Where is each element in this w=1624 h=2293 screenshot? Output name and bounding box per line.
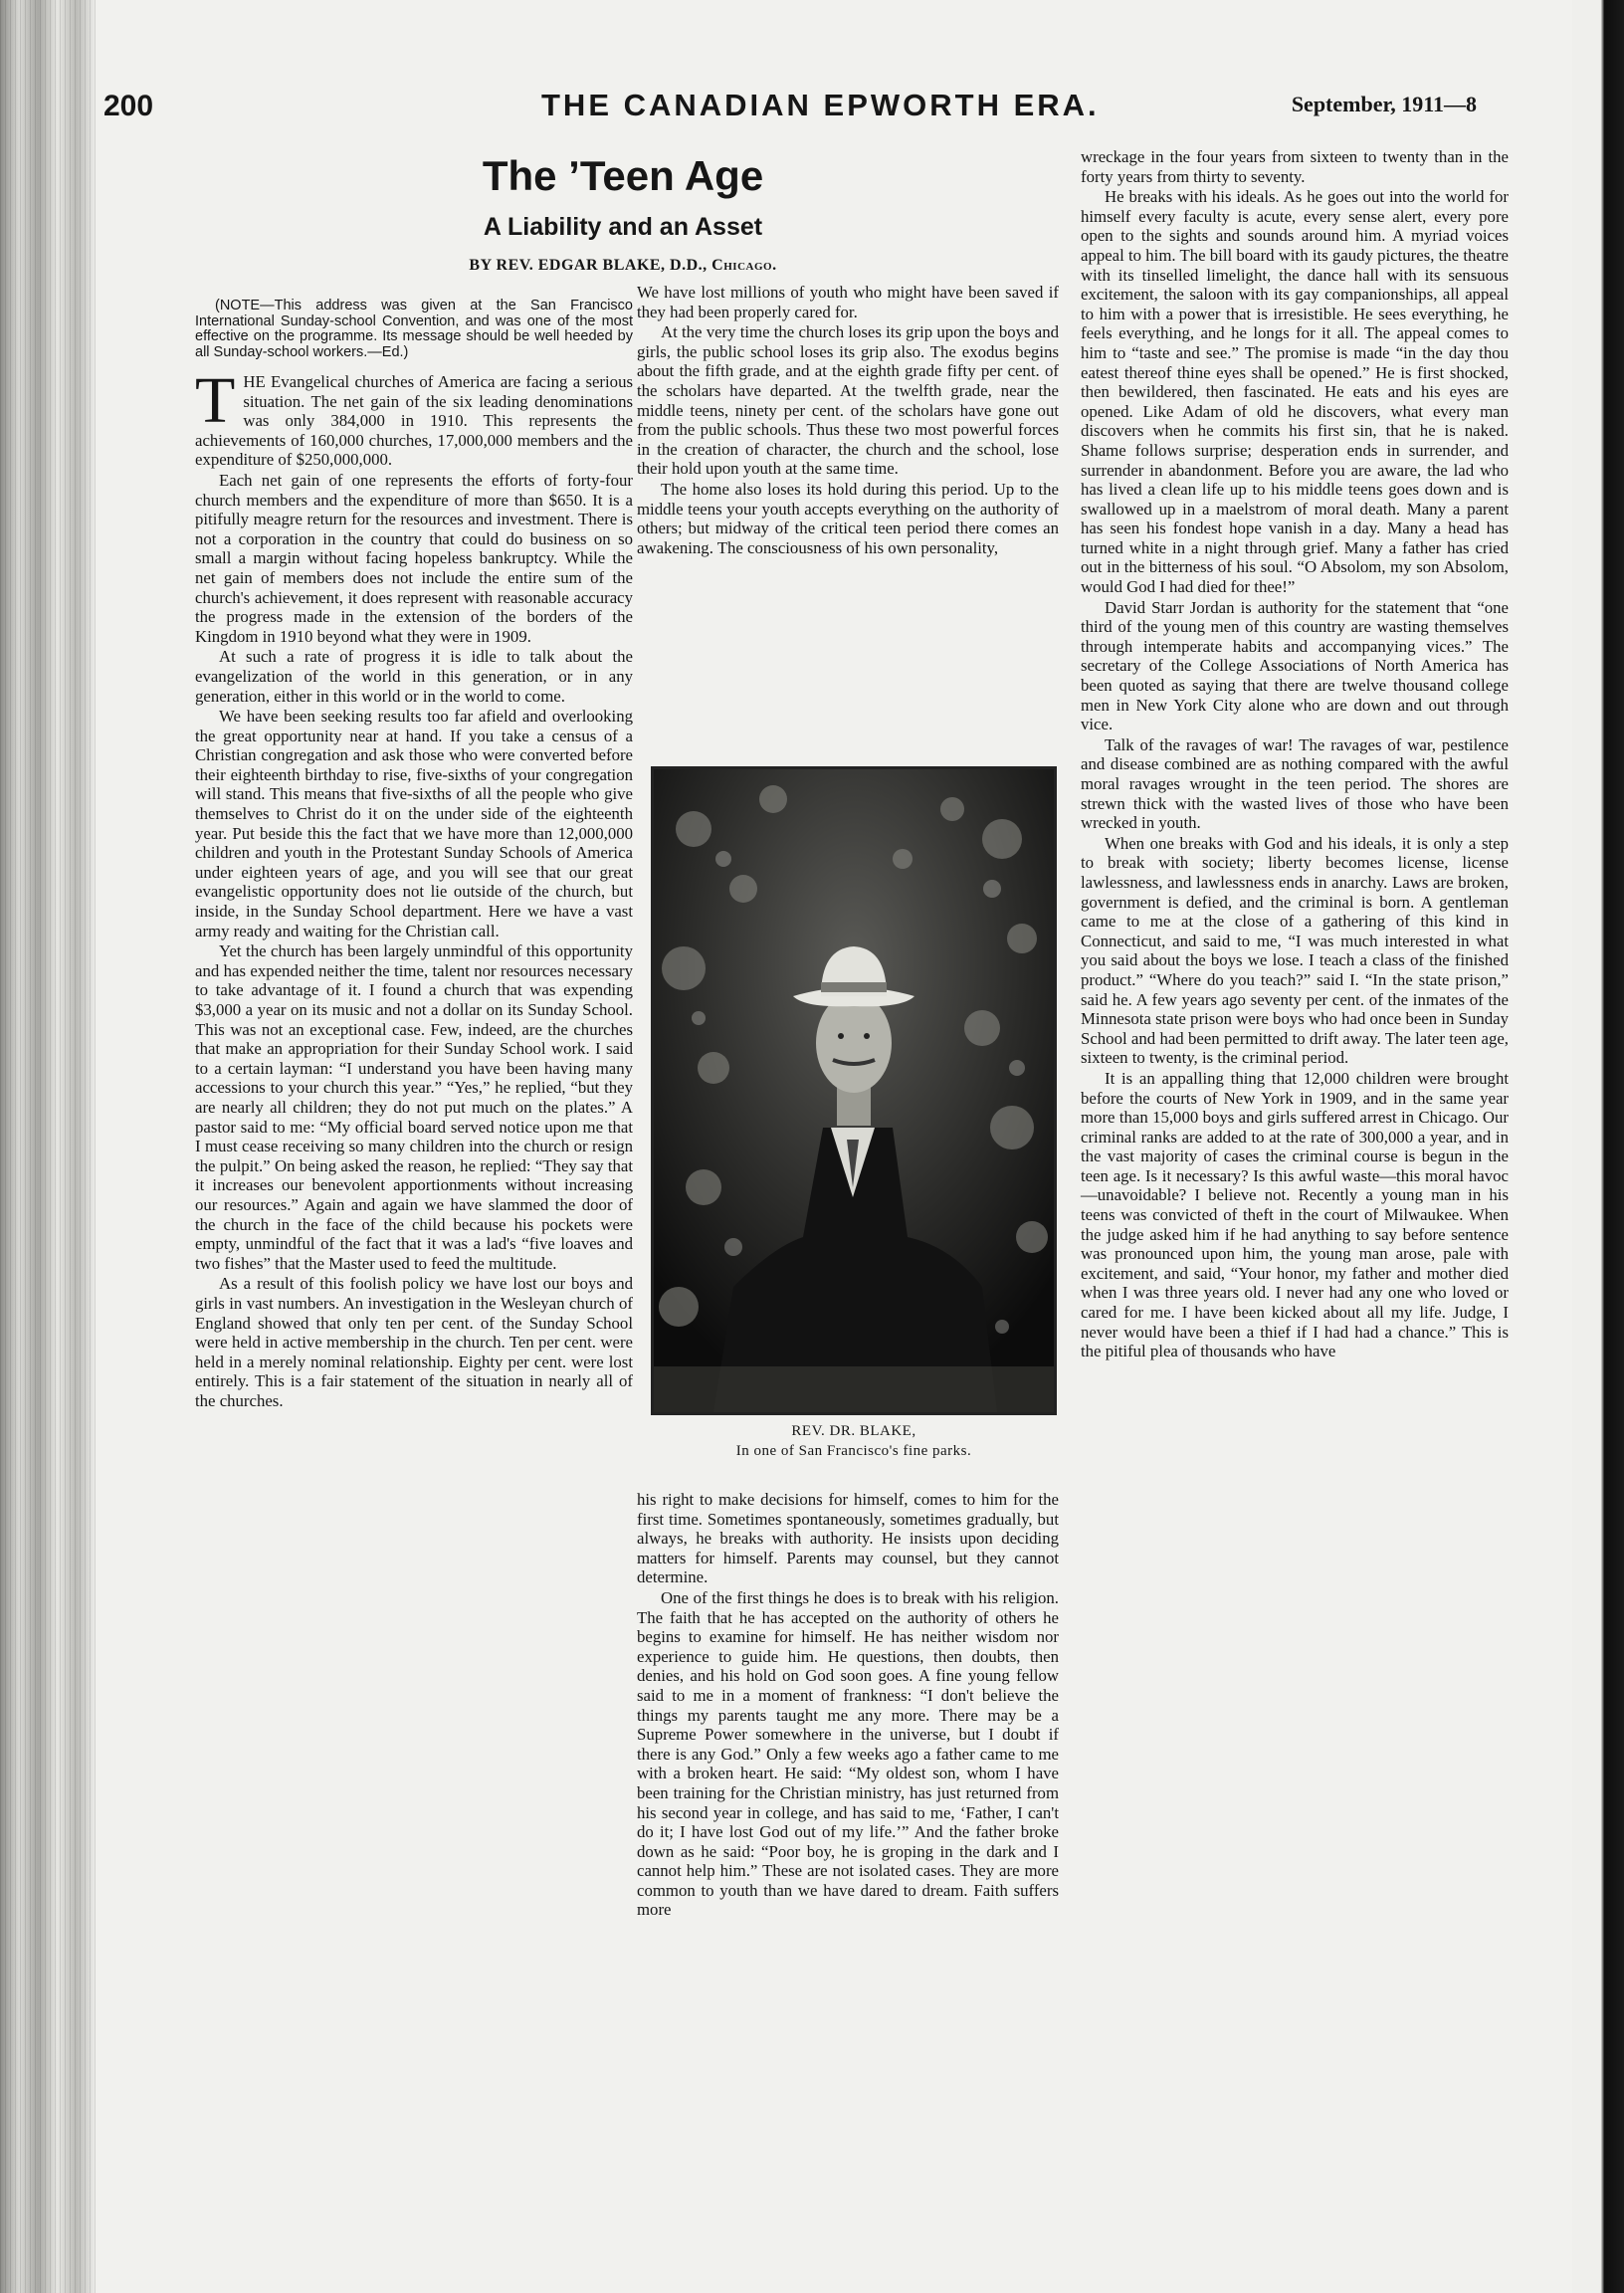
issue-date: September, 1911—8 — [1291, 92, 1477, 116]
paragraph: David Starr Jordan is authority for the statement that “one third of the young men of this country are wasting themselves through intemperate habits and accompanying vices.” The secretary of the College Associations of North America has been quoted as saying that there are twelve thousand college men in New York City alone who are down and out through vice. — [1081, 597, 1509, 734]
drop-cap: T — [195, 364, 236, 437]
paragraph: As a result of this foolish policy we have lost our boys and girls in vast numbers. An investigation in the Wesleyan church of England showed that only ten per cent. of the Sunday School were held in active membership in the church. Ten per cent. were held in a merely nominal relationship. Eighty per cent. were lost entirely. This is a fair statement of the situation in nearly all of the churches. — [195, 1274, 633, 1410]
column-2-top — [637, 283, 1059, 558]
paragraph: At such a rate of progress it is idle to talk about the evangelization of the world in this generation, or in any generation, either in this world or in the world to come. — [195, 647, 633, 706]
magazine-title: THE CANADIAN EPWORTH ERA. — [541, 88, 1100, 122]
article-heading — [195, 149, 1051, 275]
paragraph — [195, 364, 633, 470]
byline-place: Chicago. — [711, 257, 777, 274]
paragraph: wreckage in the four years from sixteen to twenty than in the forty years from thirty to seventy. — [1081, 147, 1509, 186]
page-edges — [0, 0, 96, 2293]
paragraph: He breaks with his ideals. As he goes out into the world for himself every faculty is acute, every sense alert, every pore open to the sights and sounds around him. A myriad voices appeal to him. The bill board with its gaudy pictures, the theatre with its tinselled limelight, the dance hall with its sensuous excitement, the saloon with its gay companionships, all appeal to him with a power that is irresistible. He sees everything, he feels everything, and he longs for it all. The appeal comes to him to “taste and see.” The promise is made “in the day thou eatest thereof thine eyes shall be opened.” He is first shocked, then bewildered, then fascinated. He eats and his eyes are opened. Like Adam of old he discovers, what every man discovers when he commits his first sin, that he is naked. Shame follows surprise; desperation ends in surrender, and surrender in abandonment. Before you are aware, the lad who has lived a clean life up to his middle teens goes down and is swallowed up in a maelstrom of moral death. Many a parent has seen his fondest hope vanish in a day. Many a head has turned white in a night through grief. Many a father has cried out in the bitterness of his soul. “O Absolom, my son Absolom, would God I had died for thee!” — [1081, 187, 1509, 597]
facing-page-edge — [1572, 0, 1624, 2293]
paragraph: his right to make decisions for himself, comes to him for the first time. Sometimes spontaneously, sometimes gradually, but always, he breaks with authority. He insists upon deciding matters for himself. Parents may counsel, but they cannot determine. — [637, 1490, 1059, 1587]
column-3 — [1081, 147, 1509, 1362]
paragraph: When one breaks with God and his ideals, it is only a step to break with society; liberty becomes license, license lawlessness, and lawlessness ends in anarchy. Laws are broken, government is defied, and the criminal is born. A gentleman came to me at the close of a gathering of this kind in Connecticut, and said to me, “I was much interested in what you said about the boys we lose. I teach a class of the finished product.” “Where do you teach?” said I. “In the state prison,” said he. A few years ago seventy per cent. of the inmates of the Minnesota state prison were boys who had once been in Sunday School and had been permitted to drift away. The later teen age, sixteen to twenty, is the criminal period. — [1081, 833, 1509, 1068]
editor-note: (NOTE—This address was given at the San Francisco International Sunday-school Convention, and was one of the most effective on the programme. Its message should be well heeded by all Sunday-school workers.—Ed.) — [195, 298, 633, 360]
paragraph: Talk of the ravages of war! The ravages of war, pestilence and disease combined are as nothing compared with the awful moral ravages wrought in the teen period. The shores are strewn thick with the wasted lives of those who have been wrecked in youth. — [1081, 734, 1509, 833]
article-subtitle: A Liability and an Asset — [483, 213, 763, 241]
photo-caption — [651, 1421, 1057, 1461]
running-header — [103, 90, 1477, 129]
portrait-photo — [651, 766, 1057, 1415]
column-2-bottom — [637, 1490, 1059, 1921]
paragraph: The home also loses its hold during this period. Up to the middle teens your youth accepts everything on the authority of others; but midway of the critical teen period there comes an awakening. The consciousness of his own personality, — [637, 479, 1059, 557]
paragraph: One of the first things he does is to break with his religion. The faith that he has accepted on the authority of others he begins to examine for himself. He has neither wisdom nor experience to guide him. He questions, then doubts, then denies, and his hold on God soon goes. A fine young fellow said to me in a moment of frankness: “I don't believe the things my parents taught me any more. There may be a Supreme Power somewhere in the universe, but I doubt if there is any God.” Only a few weeks ago a father came to me with a broken heart. He said: “My oldest son, whom I have been training for the Christian ministry, has just returned from his second year in college, and has said to me, ‘Father, I can't do it; I have lost God out of my life.’” And the father broke down as he said: “Poor boy, he is groping in the dark and I cannot help him.” These are not isolated cases. They are more common to youth than we have dared to dream. Faith suffers more — [637, 1587, 1059, 1920]
byline — [195, 257, 1051, 275]
byline-author: BY REV. EDGAR BLAKE, D.D., — [469, 257, 708, 274]
caption-title: REV. DR. BLAKE, — [791, 1423, 916, 1439]
paragraph: We have lost millions of youth who might have been saved if they had been properly cared for. — [637, 283, 1059, 321]
paragraph: Each net gain of one represents the efforts of forty-four church members and the expenditure of more than $650. It is a pitifully meagre return for the resources and investment. There is not a corporation in the country that could do business on so small a margin without facing hopeless bankruptcy. While the net gain of members does not include the entire sum of the church's achievement, it does represent with reasonable accuracy the progress made in the extension of the borders of the Kingdom in 1910 beyond what they were in 1909. — [195, 470, 633, 646]
page-number: 200 — [103, 90, 154, 122]
caption-text: In one of San Francisco's fine parks. — [735, 1443, 972, 1459]
column-1 — [195, 299, 633, 1411]
paragraph: It is an appalling thing that 12,000 children were brought before the courts of New York in 1909, and in the same year more than 15,000 boys and girls suffered arrest in Chicago. Our criminal ranks are added to at the rate of 300,000 a year, and in the vast majority of cases the criminal course is begun in the teen age. Is it necessary? Is this awful waste—this moral havoc—unavoidable? I believe not. Recently a young man in his teens was convicted of theft in the court of Milwaukee. When the judge asked him if he had anything to say before sentence was pronounced upon him, the young man arose, pale with excitement, and said, “Your honor, my father and mother died when I was three years old. I never had any one who loved or cared for me. I have been kicked about all my life. Judge, I never would have been a thief if I had had a chance.” This is the pitiful plea of thousands who have — [1081, 1068, 1509, 1361]
paragraph: At the very time the church loses its grip upon the boys and girls, the public school loses its grip also. The exodus begins about the fifth grade, and at the eighth grade fifty per cent. of the scholars have departed. At the twelfth grade, near the middle teens, ninety per cent. of the scholars have gone out from the public schools. Thus these two most powerful forces in the creation of character, the church and the school, lose their hold upon youth at the same time. — [637, 322, 1059, 479]
paragraph: Yet the church has been largely unmindful of this opportunity and has expended neither the time, talent nor resources necessary to take advantage of it. I found a church that was expending $3,000 a year on its music and not a dollar on its Sunday School. This was not an exceptional case. Few, indeed, are the churches that make an appropriation for their Sunday School work. I said to a certain layman: “I understand you have been having many accessions to your church this year.” “Yes,” he replied, “but they are nearly all children; they do not put much on the plates.” A pastor said to me: “My official board served notice upon me that I must cease receiving so many children into the church or resign the pulpit.” On being asked the reason, he replied: “They say that it increases our benevolent apportionments without increasing our resources.” Again and again we have slammed the door of the church in the face of the child because his pockets were empty, unmindful of the fact that it was a lad's “five loaves and two fishes” that the Master used to feed the multitude. — [195, 941, 633, 1273]
article-title: The ’Teen Age — [482, 152, 764, 199]
paragraph: We have been seeking results too far afield and overlooking the great opportunity near at hand. If you take a census of a Christian congregation and ask those who were converted before their eighteenth birthday to rise, five-sixths of your congregation will stand. This means that five-sixths of all the people who give themselves to Christ do it on the under side of the eighteenth year. Put beside this the fact that we have more than 12,000,000 children and youth in the Protestant Sunday Schools of America under eighteen years of age, and you will see that our great evangelistic opportunity does not lie outside of the church, but inside, in the Sunday School department. Here we have a vast army ready and waiting for the Christian call. — [195, 707, 633, 940]
paragraph-text: HE Evangelical churches of America are facing a serious situation. The net gain of the six leading denominations was only 384,000 in 1910. This represents the achievements of 160,000 churches, 17,000,000 members and the expenditure of $250,000,000. — [195, 372, 633, 470]
